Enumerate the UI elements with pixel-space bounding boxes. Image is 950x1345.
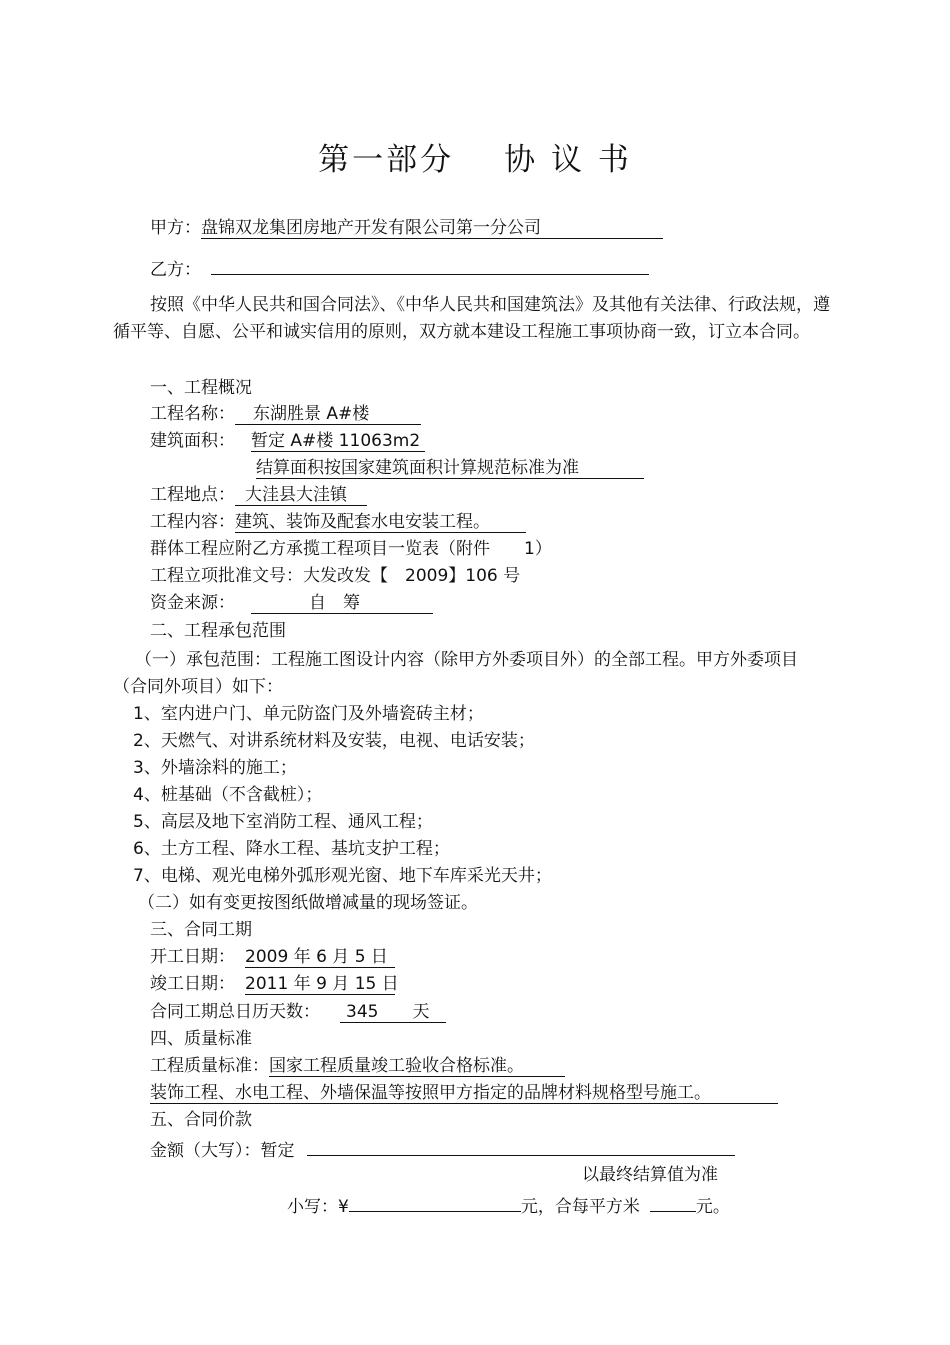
project-site: 工程地点： 大洼县大洼镇 xyxy=(150,483,367,507)
amount-in-figures: 小写：¥ 元，合每平方米 元。 xyxy=(287,1191,730,1219)
page-title: 第一部分 协 议 书 xyxy=(318,142,632,178)
party-b-line: 乙方： xyxy=(150,254,649,282)
fund-source: 资金来源： 自 筹 xyxy=(150,591,433,615)
per-sqm-blank xyxy=(650,1191,696,1212)
group-attachment-line: 群体工程应附乙方承揽工程项目一览表（附件 1） xyxy=(150,539,552,559)
section-5-heading: 五、合同价款 xyxy=(150,1110,252,1130)
area-note: 结算面积按国家建筑面积计算规范标准为准 xyxy=(256,456,644,480)
list-item: 6、土方工程、降水工程、基坑支护工程； xyxy=(133,839,450,859)
party-b-blank xyxy=(211,254,649,275)
list-item: 3、外墙涂料的施工； xyxy=(133,758,297,778)
start-date: 开工日期： 2009 年 6 月 5 日 xyxy=(150,945,395,969)
scope-paragraph: （一）承包范围：工程施工图设计内容（除甲方外委项目外）的全部工程。甲方外委项目（合同外项目）如下： xyxy=(113,650,798,697)
section-2-heading: 二、工程承包范围 xyxy=(150,621,286,641)
section-3-heading: 三、合同工期 xyxy=(150,920,252,940)
approval-number: 工程立项批准文号：大发改发【 2009】106 号 xyxy=(150,566,521,586)
building-area: 建筑面积： 暂定 A#楼 11063m2 xyxy=(150,429,425,453)
change-clause: （二）如有变更按图纸做增减量的现场签证。 xyxy=(138,893,478,913)
list-item: 5、高层及地下室消防工程、通风工程； xyxy=(133,812,433,832)
figure-blank xyxy=(349,1191,521,1212)
final-settlement-note: 以最终结算值为准 xyxy=(582,1165,718,1185)
section-1-heading: 一、工程概况 xyxy=(150,378,252,398)
total-days: 合同工期总日历天数： 345 天 xyxy=(150,1000,446,1024)
list-item: 4、桩基础（不含截桩）； xyxy=(133,785,323,805)
section-4-heading: 四、质量标准 xyxy=(150,1029,252,1049)
party-a-value: 盘锦双龙集团房地产开发有限公司第一分公司 xyxy=(201,218,663,239)
amount-blank xyxy=(307,1135,735,1156)
project-content: 工程内容：建筑、装饰及配套水电安装工程。 xyxy=(150,510,526,534)
amount-in-words: 金额（大写）：暂定 xyxy=(150,1135,735,1163)
list-item: 1、室内进户门、单元防盗门及外墙瓷砖主材； xyxy=(133,704,484,724)
preamble: 按照《中华人民共和国合同法》、《中华人民共和国建筑法》及其他有关法律、行政法规，遵循平等、自愿、公平和诚实信用的原则，双方就本建设工程施工事项协商一致，订立本合同。 xyxy=(113,295,830,342)
project-name: 工程名称： 东湖胜景 A#楼 xyxy=(150,402,421,426)
party-a-line: 甲方：盘锦双龙集团房地产开发有限公司第一分公司 xyxy=(150,216,663,240)
list-item: 7、电梯、观光电梯外弧形观光窗、地下车库采光天井； xyxy=(133,866,552,886)
quality-standard: 工程质量标准：国家工程质量竣工验收合格标准。 xyxy=(150,1054,565,1078)
material-note: 装饰工程、水电工程、外墙保温等按照甲方指定的品牌材料规格型号施工。 xyxy=(150,1081,778,1105)
completion-date: 竣工日期： 2011 年 9 月 15 日 xyxy=(150,974,399,994)
list-item: 2、天燃气、对讲系统材料及安装，电视、电话安装； xyxy=(133,731,535,751)
